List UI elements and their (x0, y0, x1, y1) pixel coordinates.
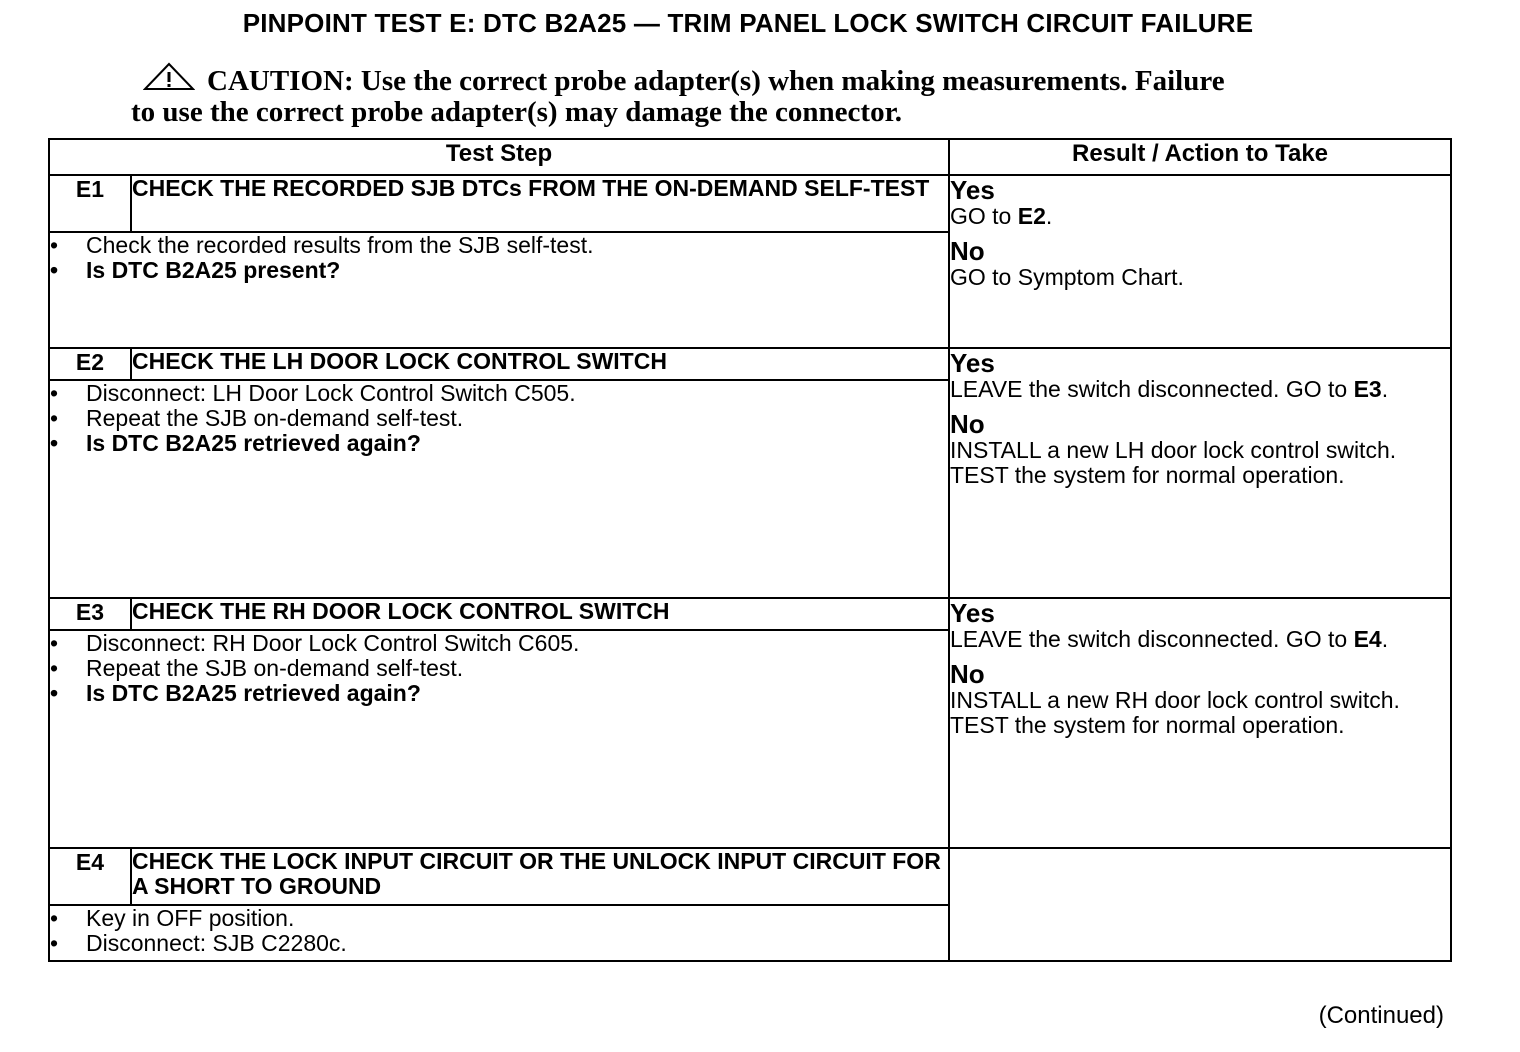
step-bullets (49, 630, 949, 848)
yes-label: Yes (950, 348, 995, 378)
yes-action: LEAVE the switch disconnected. GO to E4. (950, 626, 1389, 652)
table-header-row (49, 139, 1451, 175)
page-title: PINPOINT TEST E: DTC B2A25 — TRIM PANEL LOCK SWITCH CIRCUIT FAILURE (242, 8, 1254, 38)
list-item: • Check the recorded results from the SJB self-test. (50, 233, 948, 258)
header-result-action: Result / Action to Take (949, 139, 1451, 175)
list-item-question: • Is DTC B2A25 retrieved again? (50, 681, 948, 706)
step-number: E1 (49, 175, 131, 232)
list-item: • Repeat the SJB on-demand self-test. (50, 656, 948, 681)
step-e3-heading-row (49, 598, 1451, 630)
step-e2-result (949, 348, 1451, 598)
yes-label: Yes (950, 598, 995, 628)
list-item: • Disconnect: LH Door Lock Control Switch C505. (50, 381, 948, 406)
caution-text-line2: to use the correct probe adapter(s) may damage the connector. (131, 96, 903, 128)
no-label: No (950, 409, 985, 439)
list-item: • Repeat the SJB on-demand self-test. (50, 406, 948, 431)
step-e3-result (949, 598, 1451, 848)
step-heading: CHECK THE RECORDED SJB DTCs FROM THE ON-DEMAND SELF-TEST (131, 175, 949, 232)
warning-triangle-icon (143, 62, 195, 92)
no-label: No (950, 659, 985, 689)
no-action: GO to Symptom Chart. (950, 264, 1184, 290)
no-label: No (950, 236, 985, 266)
step-number: E4 (49, 848, 131, 905)
step-bullets (49, 232, 949, 348)
step-reference-link[interactable]: E3 (1353, 376, 1382, 402)
step-heading: CHECK THE RH DOOR LOCK CONTROL SWITCH (131, 598, 949, 630)
step-e1-heading-row (49, 175, 1451, 232)
yes-label: Yes (950, 175, 995, 205)
step-number: E3 (49, 598, 131, 630)
step-number: E2 (49, 348, 131, 380)
step-heading: CHECK THE LH DOOR LOCK CONTROL SWITCH (131, 348, 949, 380)
step-e4-heading-row (49, 848, 1451, 905)
pinpoint-test-table (48, 138, 1452, 962)
yes-action: LEAVE the switch disconnected. GO to E3. (950, 376, 1389, 402)
yes-action: GO to E2. (950, 203, 1053, 229)
no-action: INSTALL a new RH door lock control switch. TEST the system for normal operation. (950, 687, 1400, 738)
continued-note: (Continued) (1318, 1002, 1444, 1029)
step-e4-result (949, 848, 1451, 961)
list-item: • Key in OFF position. (50, 906, 948, 931)
caution-label: CAUTION: (207, 65, 354, 97)
no-action: INSTALL a new LH door lock control switch. TEST the system for normal operation. (950, 437, 1397, 488)
step-reference-link[interactable]: E2 (1017, 203, 1046, 229)
list-item-question: • Is DTC B2A25 retrieved again? (50, 431, 948, 456)
step-bullets (49, 380, 949, 598)
caution-note (131, 62, 1331, 128)
caution-text-line1: Use the correct probe adapter(s) when making measurements. Failure (360, 65, 1225, 97)
step-heading: CHECK THE LOCK INPUT CIRCUIT OR THE UNLOCK INPUT CIRCUIT FOR A SHORT TO GROUND (131, 848, 949, 905)
list-item-question: • Is DTC B2A25 present? (50, 258, 948, 283)
step-bullets (49, 905, 949, 961)
list-item: • Disconnect: RH Door Lock Control Switch C605. (50, 631, 948, 656)
header-test-step: Test Step (49, 139, 949, 175)
step-reference-link[interactable]: E4 (1353, 626, 1382, 652)
step-e2-heading-row (49, 348, 1451, 380)
step-e1-result (949, 175, 1451, 348)
list-item: • Disconnect: SJB C2280c. (50, 931, 948, 956)
